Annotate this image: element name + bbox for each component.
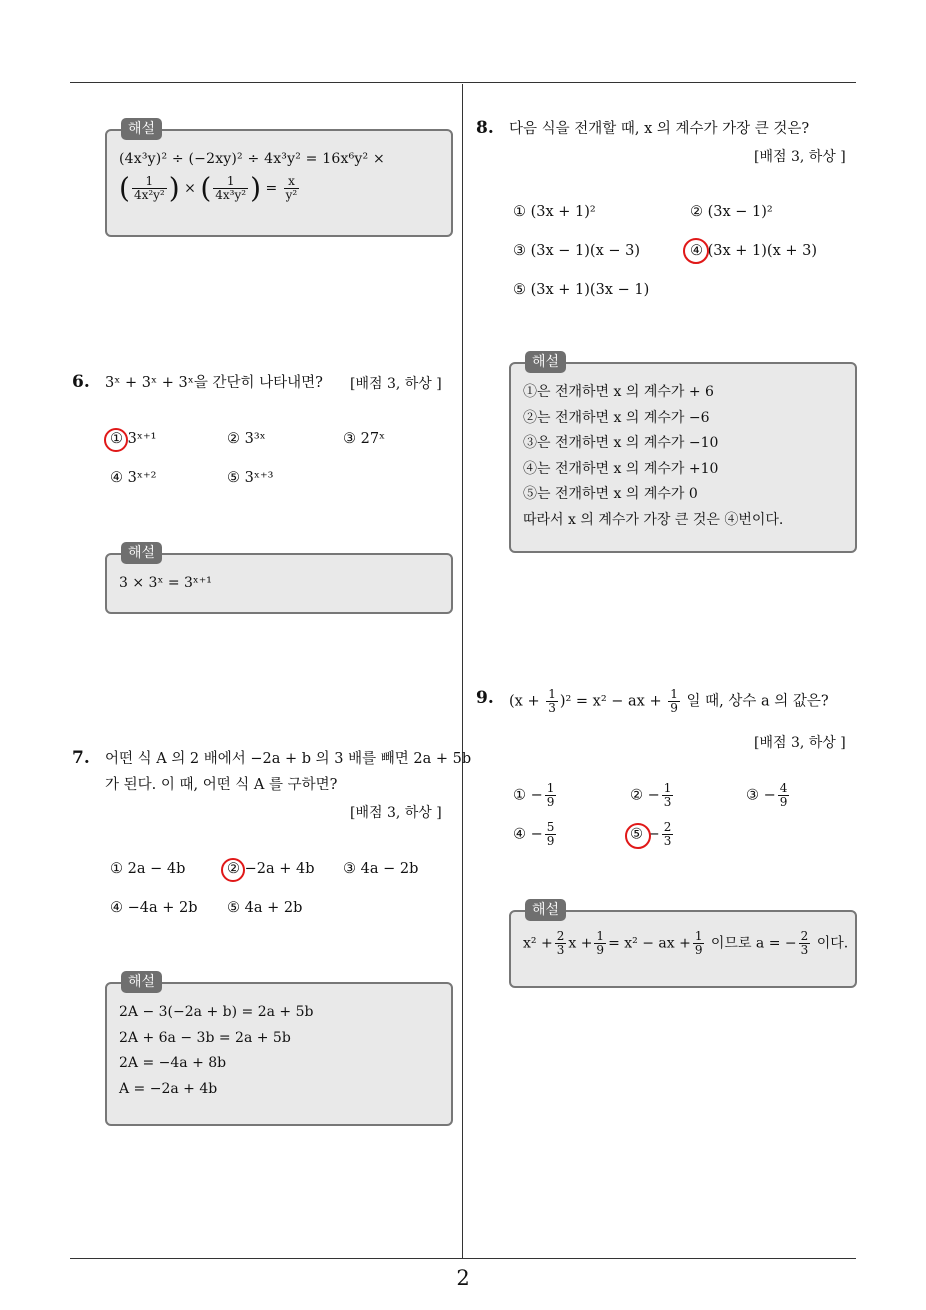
q9-answer-mark xyxy=(625,823,651,849)
q7-explanation-label: 해설 xyxy=(121,971,162,993)
q8-choice-4[interactable]: ④ (3x + 1)(x + 3) xyxy=(690,243,818,259)
q7-choice-4[interactable]: ④ −4a + 2b xyxy=(110,900,198,916)
q9-text: (x + $\frac{1}{3}$ )² = x² − ax + $\frac{1}{9}$ 일 때, 상수 a 의 값은? xyxy=(509,687,829,715)
q6-choice-1[interactable]: ① 3ˣ⁺¹ xyxy=(110,431,157,447)
q9-meta: [배점 3, 하상 ] xyxy=(754,735,846,751)
q9-choice-1[interactable]: ① − $\frac{1}{9}$ xyxy=(513,781,555,809)
q6-explanation-text: 3 × 3ˣ = 3ˣ⁺¹ xyxy=(119,575,212,591)
q8-explanation-box xyxy=(509,354,857,553)
q8-explanation-line2: ②는 전개하면 x 의 계수가 −6 xyxy=(523,409,710,426)
q6-choice-4[interactable]: ④ 3ˣ⁺² xyxy=(110,470,157,486)
q8-choice-5[interactable]: ⑤ (3x + 1)(3x − 1) xyxy=(513,282,650,298)
q8-answer-mark xyxy=(683,238,709,264)
q7-explanation-line1: 2A − 3(−2a + b) = 2a + 5b xyxy=(119,1004,314,1020)
q8-choice-2[interactable]: ② (3x − 1)² xyxy=(690,204,773,220)
q7-explanation-line4: A = −2a + 4b xyxy=(119,1080,218,1097)
q6-explanation-label: 해설 xyxy=(121,542,162,564)
q9-choice-2[interactable]: ② − $\frac{1}{3}$ xyxy=(630,781,672,809)
q7-explanation-line3: 2A = −4a + 8b xyxy=(119,1055,227,1071)
q5-frac-1: $\frac{1}{\text{4x²y²}}$ xyxy=(133,173,165,202)
q8-explanation-line6: 따라서 x 의 계수가 가장 큰 것은 ④번이다. xyxy=(523,511,784,528)
bottom-rule xyxy=(70,1258,856,1259)
q9-frac-b: $\frac{1}{9}$ xyxy=(670,687,678,715)
q8-explanation-line1: ①은 전개하면 x 의 계수가 + 6 xyxy=(523,384,714,400)
q8-choice-1[interactable]: ① (3x + 1)² xyxy=(513,204,596,220)
q7-meta: [배점 3, 하상 ] xyxy=(350,805,442,821)
q6-choice-3[interactable]: ③ 27ˣ xyxy=(343,431,386,447)
q7-choice-1[interactable]: ① 2a − 4b xyxy=(110,861,186,877)
q7-text-line2: 가 된다. 이 때, 어떤 식 A 를 구하면? xyxy=(105,777,338,793)
q8-text: 다음 식을 전개할 때, x 의 계수가 가장 큰 것은? xyxy=(509,121,810,137)
q7-answer-mark xyxy=(221,858,245,882)
q6-choice-2[interactable]: ② 3³ˣ xyxy=(227,431,266,447)
q7-choice-5[interactable]: ⑤ 4a + 2b xyxy=(227,900,303,916)
q9-choice-3[interactable]: ③ − $\frac{4}{9}$ xyxy=(746,781,788,809)
q7-text-line1: 어떤 식 A 의 2 배에서 −2a + b 의 3 배를 빼면 2a + 5b xyxy=(105,751,472,767)
q6-choice-5[interactable]: ⑤ 3ˣ⁺³ xyxy=(227,470,274,486)
page-number: 2 xyxy=(456,1266,470,1290)
q5-explanation-line1: (4x³y)² ÷ (−2xy)² ÷ 4x³y² = 16x⁶y² × xyxy=(119,151,385,167)
q7-explanation-box xyxy=(105,974,453,1126)
q9-choice-4[interactable]: ④ − $\frac{5}{9}$ xyxy=(513,820,555,848)
q8-explanation-line5: ⑤는 전개하면 x 의 계수가 0 xyxy=(523,486,698,502)
top-rule xyxy=(70,82,856,83)
q6-answer-mark xyxy=(104,428,128,452)
column-divider xyxy=(462,84,463,1258)
q6-meta: [배점 3, 하상 ] xyxy=(350,376,442,392)
q7-choice-2[interactable]: ② −2a + 4b xyxy=(227,861,315,877)
q5-frac-2: $\frac{1}{\text{4x³y²}}$ xyxy=(215,173,247,202)
q6-explanation-box xyxy=(105,545,453,614)
q9-frac-a: $\frac{1}{3}$ xyxy=(548,687,556,715)
q6-text: 3ˣ + 3ˣ + 3ˣ을 간단히 나타내면? xyxy=(105,375,323,391)
q7-choice-3[interactable]: ③ 4a − 2b xyxy=(343,861,419,877)
q5-explanation-box xyxy=(105,121,453,237)
q8-meta: [배점 3, 하상 ] xyxy=(754,149,846,165)
q7-explanation-line2: 2A + 6a − 3b = 2a + 5b xyxy=(119,1029,291,1046)
q9-number: 9. xyxy=(476,688,494,708)
q5-explanation-line2: ( $\frac{1}{\text{4x²y²}}$ ) × ( $\frac{1}{\text{4x³y²}}$ ) = $\frac{x}{\text{y²}}$ xyxy=(119,171,298,204)
q5-explanation-label: 해설 xyxy=(121,118,162,140)
q7-number: 7. xyxy=(72,748,90,768)
q8-explanation-line4: ④는 전개하면 x 의 계수가 +10 xyxy=(523,460,719,477)
q9-choice-5[interactable]: ⑤ − $\frac{2}{3}$ xyxy=(630,820,672,848)
q6-number: 6. xyxy=(72,372,90,392)
q8-number: 8. xyxy=(476,118,494,138)
q9-explanation-text: x² + $\frac{2}{3}$ x + $\frac{1}{9}$ = x² − ax + $\frac{1}{9}$ 이므로 a = − $\frac{2}{3}$ 이다. xyxy=(523,929,849,957)
q8-choice-3[interactable]: ③ (3x − 1)(x − 3) xyxy=(513,243,641,259)
q5-frac-3: $\frac{x}{\text{y²}}$ xyxy=(285,173,298,202)
q8-explanation-label: 해설 xyxy=(525,351,566,373)
q8-explanation-line3: ③은 전개하면 x 의 계수가 −10 xyxy=(523,435,719,451)
q9-explanation-box xyxy=(509,902,857,988)
q9-explanation-label: 해설 xyxy=(525,899,566,921)
